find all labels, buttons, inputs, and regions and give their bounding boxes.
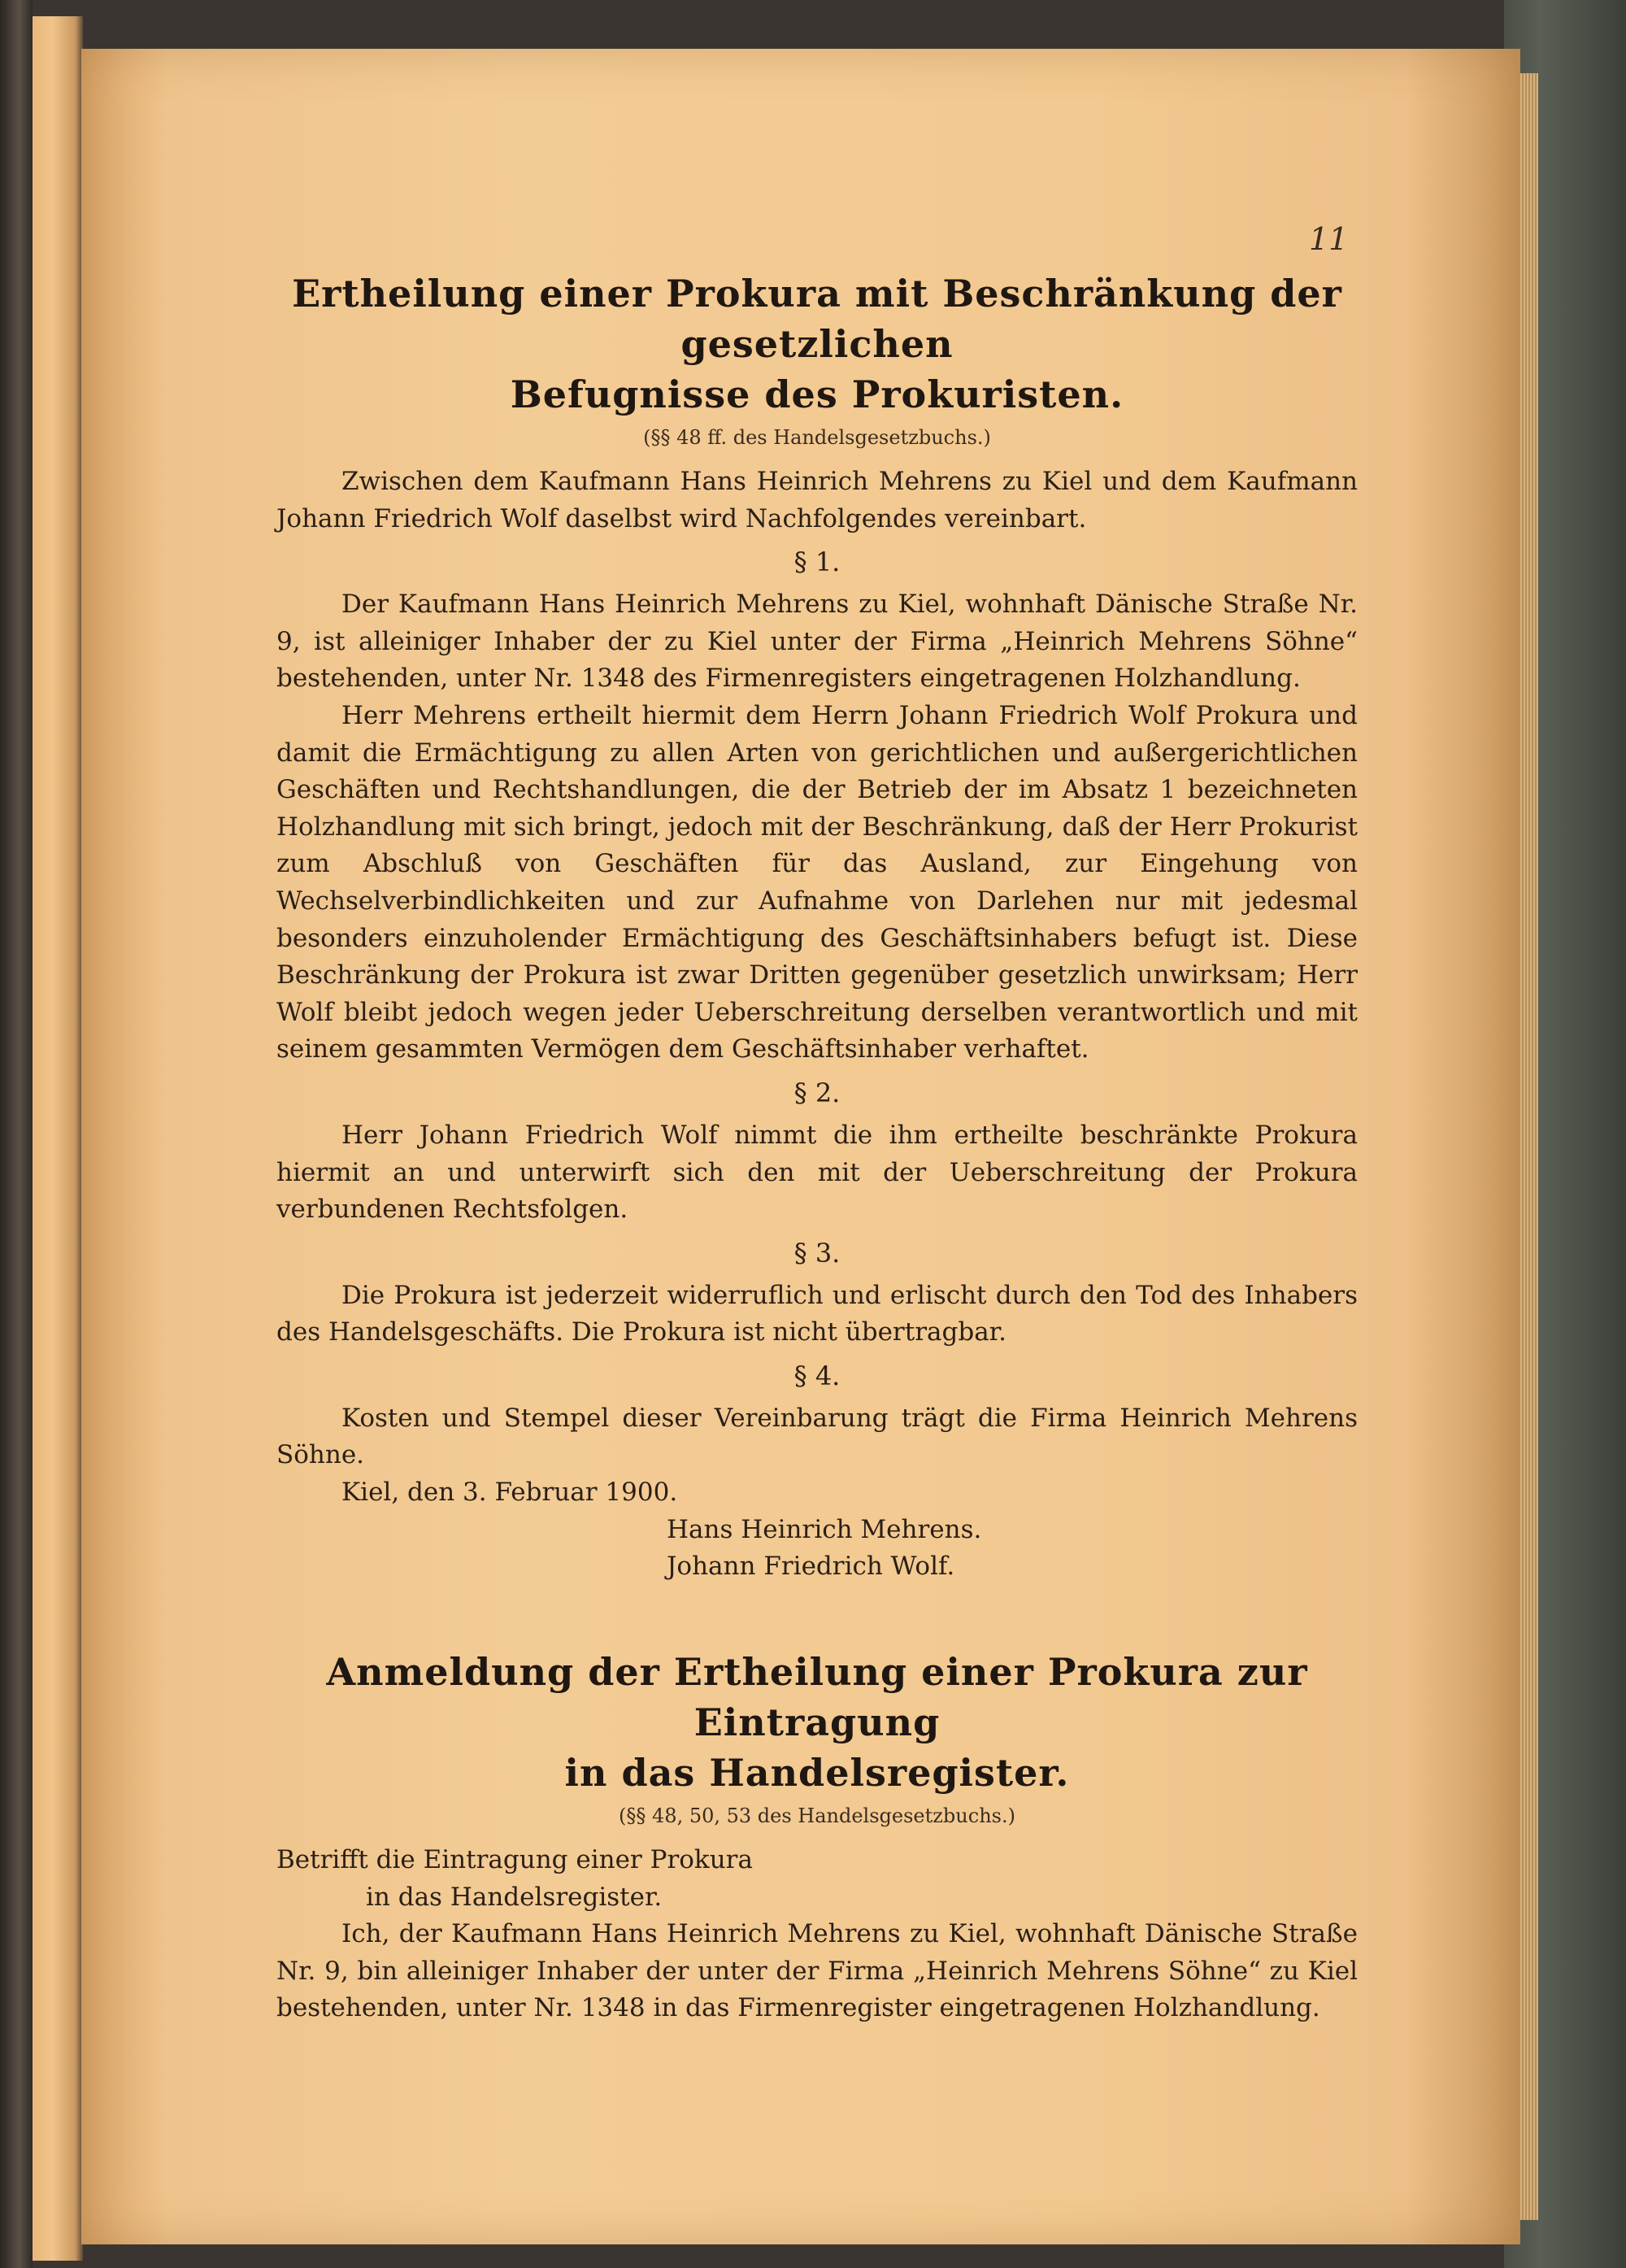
intro-paragraph: Zwischen dem Kaufmann Hans Heinrich Mehrens zu Kiel und dem Kaufmann Johann Friedrich Wolf daselbst wird Nachfolgendes vereinbart.: [276, 467, 1358, 533]
date-line: Kiel, den 3. Februar 1900.: [341, 1478, 678, 1508]
title-line-2: Befugnisse des Prokuristen.: [510, 372, 1124, 416]
legal-reference: (§§ 48 ff. des Handelsgesetzbuchs.): [643, 426, 991, 449]
section-heading-1: § 1.: [793, 546, 841, 578]
section-3-paragraph: Die Prokura ist jederzeit widerruflich und erlischt durch den Tod des Inhabers des Handelsgeschäfts. Die Prokura ist nicht übertragbar.: [276, 1280, 1358, 1347]
legal-reference: (§§ 48, 50, 53 des Handelsgesetzbuchs.): [619, 1804, 1015, 1827]
document-title: [276, 268, 1358, 420]
section-1-paragraph-1: Der Kaufmann Hans Heinrich Mehrens zu Kiel, wohnhaft Dänische Straße Nr. 9, ist alleiniger Inhaber der zu Kiel unter der Firma „Heinrich Mehrens Söhne“ bestehenden, unter Nr. 1348 des Firmenregisters eingetragenen Holzhandlung.: [276, 590, 1358, 694]
document-title: [276, 1647, 1358, 1798]
signature-wolf: Johann Friedrich Wolf.: [667, 1552, 955, 1582]
title-line-1: Anmeldung der Ertheilung einer Prokura zur Eintragung: [326, 1650, 1308, 1744]
section-heading-2: § 2.: [793, 1077, 841, 1108]
section-heading-3: § 3.: [793, 1237, 841, 1269]
subject-line-2: in das Handelsregister.: [366, 1882, 663, 1912]
title-line-1: Ertheilung einer Prokura mit Beschränkung der gesetzlichen: [292, 272, 1342, 366]
document-registration: [276, 1647, 1358, 2027]
document-prokura-agreement: [276, 268, 1358, 1586]
registration-body: Ich, der Kaufmann Hans Heinrich Mehrens zu Kiel, wohnhaft Dänische Straße Nr. 9, bin alleiniger Inhaber der unter der Firma „Heinrich Mehrens Söhne“ zu Kiel bestehenden, unter Nr. 1348 in das Firmenregister eingetragenen Holzhandlung.: [276, 1919, 1358, 2023]
previous-page-edge: [33, 16, 83, 2261]
page-number: 11: [1309, 221, 1349, 257]
section-4-paragraph: Kosten und Stempel dieser Vereinbarung trägt die Firma Heinrich Mehrens Söhne.: [276, 1403, 1358, 1470]
section-1-paragraph-2: Herr Mehrens ertheilt hiermit dem Herrn Johann Friedrich Wolf Prokura und damit die Ermächtigung zu allen Arten von gerichtlichen und außergerichtlichen Geschäften und Rechtshandlungen, die der Betrieb der im Absatz 1 bezeichneten Holzhandlung mit sich bringt, jedoch mit der Beschränkung, daß der Herr Prokurist zum Abschluß von Geschäften für das Ausland, zur Eingehung von Wechselverbindlichkeiten und zur Aufnahme von Darlehen nur mit jedesmal besonders einzuholender Ermächtigung des Geschäftsinhabers befugt ist. Diese Beschränkung der Prokura ist zwar Dritten gegenüber gesetzlich unwirksam; Herr Wolf bleibt jedoch wegen jeder Ueberschreitung derselben verantwortlich und mit seinem gesammten Vermögen dem Geschäftsinhaber verhaftet.: [276, 700, 1358, 1064]
section-heading-4: § 4.: [793, 1360, 841, 1391]
subject-line-1: Betrifft die Eintragung einer Prokura: [276, 1845, 753, 1874]
signature-mehrens: Hans Heinrich Mehrens.: [667, 1514, 982, 1544]
section-2-paragraph: Herr Johann Friedrich Wolf nimmt die ihm ertheilte beschränkte Prokura hiermit an und unterwirft sich den mit der Ueberschreitung der Prokura verbundenen Rechtsfolgen.: [276, 1120, 1358, 1225]
book-binding: [0, 0, 33, 2268]
title-line-2: in das Handelsregister.: [564, 1751, 1070, 1795]
page-stack-edges: [1520, 73, 1538, 2220]
